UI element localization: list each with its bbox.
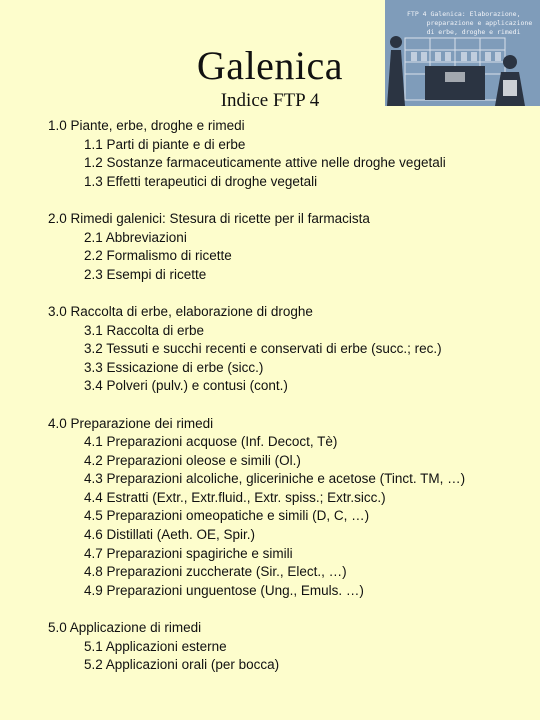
toc-item: 4.1 Preparazioni acquose (Inf. Decoct, Tè): [84, 434, 338, 450]
toc-item: 1.2 Sostanze farmaceuticamente attive nelle droghe vegetali: [84, 155, 446, 171]
toc-section: [48, 117, 528, 191]
section-heading: 3.0 Raccolta di erbe, elaborazione di droghe: [48, 303, 313, 319]
toc-item: 1.3 Effetti terapeutici di droghe vegetali: [84, 173, 318, 189]
toc-item: 2.3 Esempi di ricette: [84, 266, 207, 282]
toc-section: [48, 210, 528, 284]
thumbnail-caption: FTP 4 Galenica: Elaborazione, preparazione e applicazione di erbe, droghe e rimedi: [407, 10, 533, 36]
toc-item: 5.2 Applicazioni orali (per bocca): [84, 657, 280, 673]
toc-item: 4.8 Preparazioni zuccherate (Sir., Elect., …): [84, 564, 347, 580]
toc-item: 4.3 Preparazioni alcoliche, gliceriniche e acetose (Tinct. TM, …): [84, 471, 466, 487]
page-subtitle: Indice FTP 4: [220, 90, 320, 111]
toc-item: 4.9 Preparazioni unguentose (Ung., Emuls. …): [84, 582, 364, 598]
section-heading: 2.0 Rimedi galenici: Stesura di ricette per il farmacista: [48, 210, 370, 226]
toc-item: 4.5 Preparazioni omeopatiche e simili (D, C, …): [84, 508, 370, 524]
section-heading: 1.0 Piante, erbe, droghe e rimedi: [48, 118, 245, 133]
toc-item: 5.1 Applicazioni esterne: [84, 638, 227, 654]
toc-item: 4.2 Preparazioni oleose e simili (Ol.): [84, 452, 301, 468]
toc-section: [48, 303, 528, 396]
page-title: Galenica: [196, 43, 344, 88]
toc-item: 2.1 Abbreviazioni: [84, 229, 187, 245]
table-of-contents: [48, 117, 528, 675]
section-heading: 5.0 Applicazione di rimedi: [48, 620, 202, 636]
toc-item: 4.6 Distillati (Aeth. OE, Spir.): [84, 527, 256, 543]
toc-item: 4.7 Preparazioni spagiriche e simili: [84, 545, 293, 561]
section-heading: 4.0 Preparazione dei rimedi: [48, 415, 214, 431]
toc-item: 3.2 Tessuti e succhi recenti e conservati di erbe (succ.; rec.): [84, 341, 442, 357]
toc-item: 4.4 Estratti (Extr., Extr.fluid., Extr. spiss.; Extr.sicc.): [84, 489, 386, 505]
toc-section: [48, 415, 528, 601]
toc-item: 2.2 Formalismo di ricette: [84, 248, 232, 264]
toc-item: 3.1 Raccolta di erbe: [84, 322, 205, 338]
toc-item: 3.4 Polveri (pulv.) e contusi (cont.): [84, 378, 288, 394]
toc-item: 3.3 Essicazione di erbe (sicc.): [84, 359, 264, 375]
toc-item: 1.1 Parti di piante e di erbe: [84, 136, 246, 152]
toc-section: [48, 619, 528, 675]
